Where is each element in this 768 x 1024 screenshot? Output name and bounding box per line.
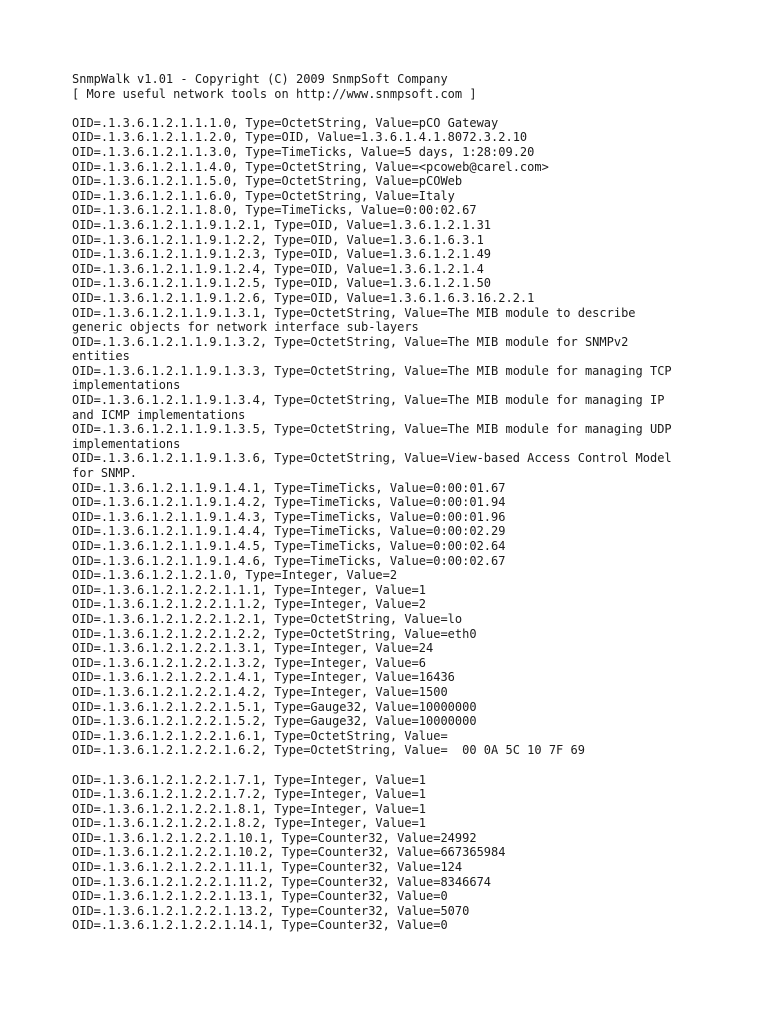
oid-line: OID=.1.3.6.1.2.1.1.9.1.4.1, Type=TimeTicks, Value=0:00:01.67: [72, 480, 506, 495]
oid-line: and ICMP implementations: [72, 407, 246, 422]
oid-line: OID=.1.3.6.1.2.1.2.2.1.6.1, Type=OctetString, Value=: [72, 728, 448, 743]
oid-line: OID=.1.3.6.1.2.1.2.2.1.7.1, Type=Integer, Value=1: [72, 772, 427, 787]
oid-line: OID=.1.3.6.1.2.1.1.9.1.2.4, Type=OID, Value=1.3.6.1.2.1.4: [72, 261, 484, 276]
oid-line: OID=.1.3.6.1.2.1.2.2.1.6.2, Type=OctetString, Value= 00 0A 5C 10 7F 69: [72, 743, 585, 758]
oid-line: OID=.1.3.6.1.2.1.2.2.1.10.1, Type=Counter32, Value=24992: [72, 830, 477, 845]
oid-line: OID=.1.3.6.1.2.1.1.9.1.3.6, Type=OctetString, Value=View-based Access Control Model: [72, 451, 672, 466]
oid-line: OID=.1.3.6.1.2.1.1.5.0, Type=OctetString, Value=pCOWeb: [72, 174, 463, 189]
oid-line: OID=.1.3.6.1.2.1.2.2.1.7.2, Type=Integer, Value=1: [72, 787, 427, 802]
oid-line: OID=.1.3.6.1.2.1.2.2.1.1.1, Type=Integer, Value=1: [72, 582, 427, 597]
oid-line: entities: [72, 349, 130, 364]
oid-line: OID=.1.3.6.1.2.1.2.2.1.10.2, Type=Counter32, Value=667365984: [72, 845, 506, 860]
oid-line: OID=.1.3.6.1.2.1.2.2.1.13.2, Type=Counter32, Value=5070: [72, 903, 470, 918]
oid-line: OID=.1.3.6.1.2.1.2.2.1.4.2, Type=Integer, Value=1500: [72, 684, 448, 699]
oid-line: OID=.1.3.6.1.2.1.2.2.1.1.2, Type=Integer, Value=2: [72, 597, 427, 612]
document-page: [72, 72, 712, 933]
oid-block-2: [72, 773, 712, 934]
oid-line: OID=.1.3.6.1.2.1.1.9.1.2.1, Type=OID, Value=1.3.6.1.2.1.31: [72, 217, 492, 232]
oid-line: OID=.1.3.6.1.2.1.1.1.0, Type=OctetString, Value=pCO Gateway: [72, 115, 499, 130]
oid-line: for SNMP.: [72, 466, 138, 481]
oid-line: OID=.1.3.6.1.2.1.2.2.1.2.2, Type=OctetString, Value=eth0: [72, 626, 477, 641]
oid-line: OID=.1.3.6.1.2.1.1.9.1.2.3, Type=OID, Value=1.3.6.1.2.1.49: [72, 247, 492, 262]
oid-line: OID=.1.3.6.1.2.1.2.2.1.14.1, Type=Counter32, Value=0: [72, 918, 448, 933]
oid-line: OID=.1.3.6.1.2.1.1.9.1.4.2, Type=TimeTicks, Value=0:00:01.94: [72, 495, 506, 510]
oid-line: OID=.1.3.6.1.2.1.1.9.1.3.1, Type=OctetString, Value=The MIB module to describe: [72, 305, 636, 320]
tools-link-line: [ More useful network tools on http://www.snmpsoft.com ]: [72, 86, 477, 101]
header-block: [72, 72, 712, 101]
oid-line: OID=.1.3.6.1.2.1.1.9.1.3.3, Type=OctetString, Value=The MIB module for managing TCP: [72, 363, 672, 378]
oid-line: OID=.1.3.6.1.2.1.1.9.1.2.6, Type=OID, Value=1.3.6.1.6.3.16.2.2.1: [72, 290, 535, 305]
oid-line: OID=.1.3.6.1.2.1.1.9.1.2.5, Type=OID, Value=1.3.6.1.2.1.50: [72, 276, 492, 291]
oid-line: OID=.1.3.6.1.2.1.1.9.1.2.2, Type=OID, Value=1.3.6.1.6.3.1: [72, 232, 484, 247]
oid-line: OID=.1.3.6.1.2.1.2.2.1.5.1, Type=Gauge32, Value=10000000: [72, 699, 477, 714]
oid-line: OID=.1.3.6.1.2.1.2.2.1.8.1, Type=Integer, Value=1: [72, 801, 427, 816]
oid-line: OID=.1.3.6.1.2.1.2.2.1.2.1, Type=OctetString, Value=lo: [72, 611, 463, 626]
blank-line: [72, 101, 712, 116]
oid-line: OID=.1.3.6.1.2.1.2.2.1.3.1, Type=Integer, Value=24: [72, 641, 434, 656]
oid-line: OID=.1.3.6.1.2.1.1.9.1.4.6, Type=TimeTicks, Value=0:00:02.67: [72, 553, 506, 568]
oid-line: OID=.1.3.6.1.2.1.1.4.0, Type=OctetString, Value=<pcoweb@carel.com>: [72, 159, 549, 174]
oid-line: OID=.1.3.6.1.2.1.2.2.1.11.1, Type=Counter32, Value=124: [72, 860, 463, 875]
oid-line: OID=.1.3.6.1.2.1.1.9.1.4.4, Type=TimeTicks, Value=0:00:02.29: [72, 524, 506, 539]
blank-line: [72, 758, 712, 773]
oid-line: OID=.1.3.6.1.2.1.1.9.1.4.3, Type=TimeTicks, Value=0:00:01.96: [72, 509, 506, 524]
oid-line: OID=.1.3.6.1.2.1.2.2.1.4.1, Type=Integer, Value=16436: [72, 670, 455, 685]
oid-line: OID=.1.3.6.1.2.1.2.2.1.3.2, Type=Integer, Value=6: [72, 655, 427, 670]
oid-line: OID=.1.3.6.1.2.1.2.2.1.13.1, Type=Counter32, Value=0: [72, 889, 448, 904]
oid-line: OID=.1.3.6.1.2.1.2.2.1.8.2, Type=Integer, Value=1: [72, 816, 427, 831]
oid-line: OID=.1.3.6.1.2.1.1.9.1.3.4, Type=OctetString, Value=The MIB module for managing IP: [72, 393, 665, 408]
oid-line: OID=.1.3.6.1.2.1.2.2.1.11.2, Type=Counter32, Value=8346674: [72, 874, 492, 889]
oid-line: OID=.1.3.6.1.2.1.1.2.0, Type=OID, Value=1.3.6.1.4.1.8072.3.2.10: [72, 130, 528, 145]
oid-line: generic objects for network interface sub-layers: [72, 320, 419, 335]
oid-line: OID=.1.3.6.1.2.1.2.1.0, Type=Integer, Value=2: [72, 568, 398, 583]
oid-line: implementations: [72, 378, 181, 393]
oid-line: OID=.1.3.6.1.2.1.1.9.1.4.5, Type=TimeTicks, Value=0:00:02.64: [72, 539, 506, 553]
copyright-line: SnmpWalk v1.01 - Copyright (C) 2009 SnmpSoft Company: [72, 72, 448, 86]
oid-line: OID=.1.3.6.1.2.1.1.9.1.3.2, Type=OctetString, Value=The MIB module for SNMPv2: [72, 334, 629, 349]
oid-line: OID=.1.3.6.1.2.1.1.9.1.3.5, Type=OctetString, Value=The MIB module for managing UDP: [72, 422, 672, 437]
oid-block-1: [72, 116, 712, 758]
oid-line: OID=.1.3.6.1.2.1.1.3.0, Type=TimeTicks, Value=5 days, 1:28:09.20: [72, 144, 535, 159]
oid-line: OID=.1.3.6.1.2.1.2.2.1.5.2, Type=Gauge32, Value=10000000: [72, 714, 477, 729]
oid-line: implementations: [72, 436, 181, 451]
oid-line: OID=.1.3.6.1.2.1.1.8.0, Type=TimeTicks, Value=0:00:02.67: [72, 203, 477, 218]
oid-line: OID=.1.3.6.1.2.1.1.6.0, Type=OctetString, Value=Italy: [72, 188, 455, 203]
